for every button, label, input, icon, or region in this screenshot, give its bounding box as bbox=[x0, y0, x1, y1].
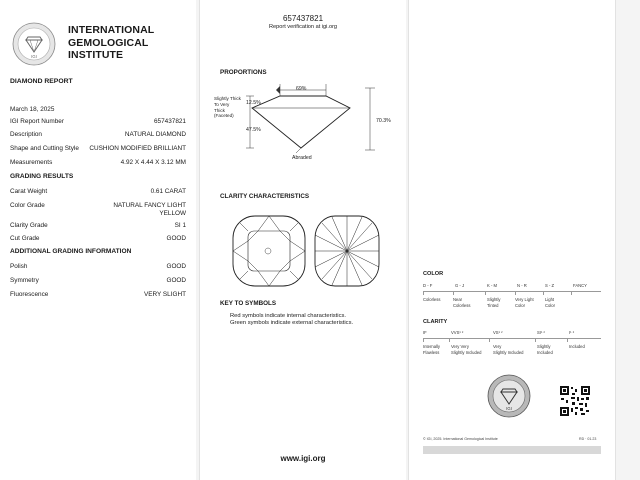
report-title: DIAMOND REPORT bbox=[10, 78, 73, 85]
crown-plot-diagram bbox=[230, 213, 308, 289]
pavilion-plot-diagram bbox=[312, 213, 382, 289]
color-grade-gj: G - J bbox=[455, 283, 465, 288]
verification-text: Report verification at igi.org bbox=[268, 24, 338, 30]
color-desc-very-light: Very Light Color bbox=[515, 297, 534, 308]
color-grade-fancy: FANCY bbox=[573, 283, 587, 288]
report-number-header: 657437821 bbox=[282, 14, 324, 23]
color-grade-km: K - M bbox=[487, 283, 498, 288]
right-gutter bbox=[615, 0, 640, 480]
grading-results-heading: GRADING RESULTS bbox=[10, 173, 74, 180]
qr-code-icon[interactable] bbox=[559, 385, 591, 417]
clarity-tick bbox=[567, 338, 568, 342]
key-red-text: Red symbols indicate internal characteristics. bbox=[230, 313, 346, 319]
clarity-scale-heading: CLARITY bbox=[423, 319, 448, 325]
color-tick bbox=[571, 291, 572, 295]
report-details-panel: IGI INTERNATIONAL GEMOLOGICAL INSTITUTE DIAMOND REPORT March 18, 2025 IGI Report Number 657437821 Description NATURAL DIAMOND Shape and Cutting Style CUSHION MODIFIED BRILLIANT Measurements 4.92 X 4.44 X 3.12 MM GRADING RESULTS Carat Weight 0.61 CARAT Color Grade NATURAL FANCY LIGHT YELLOW Clarity Grade SI 1 Cut Grade GOOD ADDITIONAL GRADING INFORMATION Polish GOOD Symmetry GOOD Fluorescence VERY SLIGHT bbox=[0, 0, 196, 480]
color-grade-sz: S - Z bbox=[545, 283, 555, 288]
additional-grading-heading: ADDITIONAL GRADING INFORMATION bbox=[10, 248, 132, 255]
color-scale-heading: COLOR bbox=[423, 271, 444, 277]
igi-hologram-seal-icon bbox=[487, 374, 531, 418]
color-desc-colorless: Colorless bbox=[423, 297, 441, 302]
table-percentage: 69% bbox=[296, 86, 307, 92]
clarity-tick bbox=[423, 338, 424, 342]
svg-text:IGI: IGI bbox=[506, 406, 512, 411]
color-grade-row: Color Grade NATURAL FANCY LIGHT YELLOW bbox=[10, 202, 186, 217]
color-tick bbox=[485, 291, 486, 295]
clarity-grade-if: IF bbox=[423, 330, 427, 335]
clarity-grade-i: I¹ ² bbox=[569, 330, 575, 335]
culet-description: Abraded bbox=[292, 155, 312, 161]
clarity-grade-vvs: VVS¹ ² bbox=[451, 330, 464, 335]
clarity-tick bbox=[489, 338, 490, 342]
crown-percentage: 12.5% bbox=[246, 100, 261, 106]
website-link[interactable]: www.igi.org bbox=[280, 454, 326, 463]
grading-scales-panel bbox=[408, 0, 616, 480]
clarity-desc-si: Slightly Included bbox=[537, 344, 553, 355]
color-desc-near-colorless: Near Colorless bbox=[453, 297, 471, 308]
color-grade-df: D - F bbox=[423, 283, 433, 288]
pavilion-percentage: 47.5% bbox=[246, 127, 261, 133]
security-strip bbox=[423, 446, 601, 454]
color-desc-light: Light Color bbox=[545, 297, 556, 308]
color-scale-line bbox=[423, 291, 601, 292]
organization-name: INTERNATIONAL GEMOLOGICAL INSTITUTE bbox=[68, 24, 155, 61]
color-tick bbox=[423, 291, 424, 295]
clarity-characteristics-heading: CLARITY CHARACTERISTICS bbox=[220, 193, 310, 200]
color-grade-nr: N - R bbox=[517, 283, 527, 288]
color-tick bbox=[453, 291, 454, 295]
key-to-symbols-heading: KEY TO SYMBOLS bbox=[220, 300, 277, 307]
girdle-description: Slightly Thick To Very Thick (Faceted) bbox=[214, 96, 241, 119]
igi-logo-seal-icon bbox=[12, 22, 56, 66]
copyright-text: © IGI, 2025. International Gemological Institute bbox=[423, 437, 498, 441]
depth-percentage: 70.3% bbox=[376, 118, 391, 124]
form-code: RD · 01.23 bbox=[579, 437, 597, 441]
proportions-heading: PROPORTIONS bbox=[220, 69, 267, 76]
clarity-desc-i: Included bbox=[569, 344, 585, 349]
clarity-desc-if: Internally Flawless bbox=[423, 344, 440, 355]
key-green-text: Green symbols indicate external characteristics. bbox=[230, 320, 354, 326]
clarity-tick bbox=[535, 338, 536, 342]
clarity-grade-vs: VS¹ ² bbox=[493, 330, 503, 335]
color-desc-slightly-tinted: Slightly Tinted bbox=[487, 297, 501, 308]
color-tick bbox=[515, 291, 516, 295]
clarity-desc-vs: Very Slightly Included bbox=[493, 344, 524, 355]
clarity-tick bbox=[449, 338, 450, 342]
color-tick bbox=[543, 291, 544, 295]
diagrams-panel bbox=[199, 0, 406, 480]
clarity-grade-si: SI¹ ² bbox=[537, 330, 545, 335]
svg-text:IGI: IGI bbox=[31, 54, 37, 59]
clarity-desc-vvs: Very Very Slightly Included bbox=[451, 344, 482, 355]
